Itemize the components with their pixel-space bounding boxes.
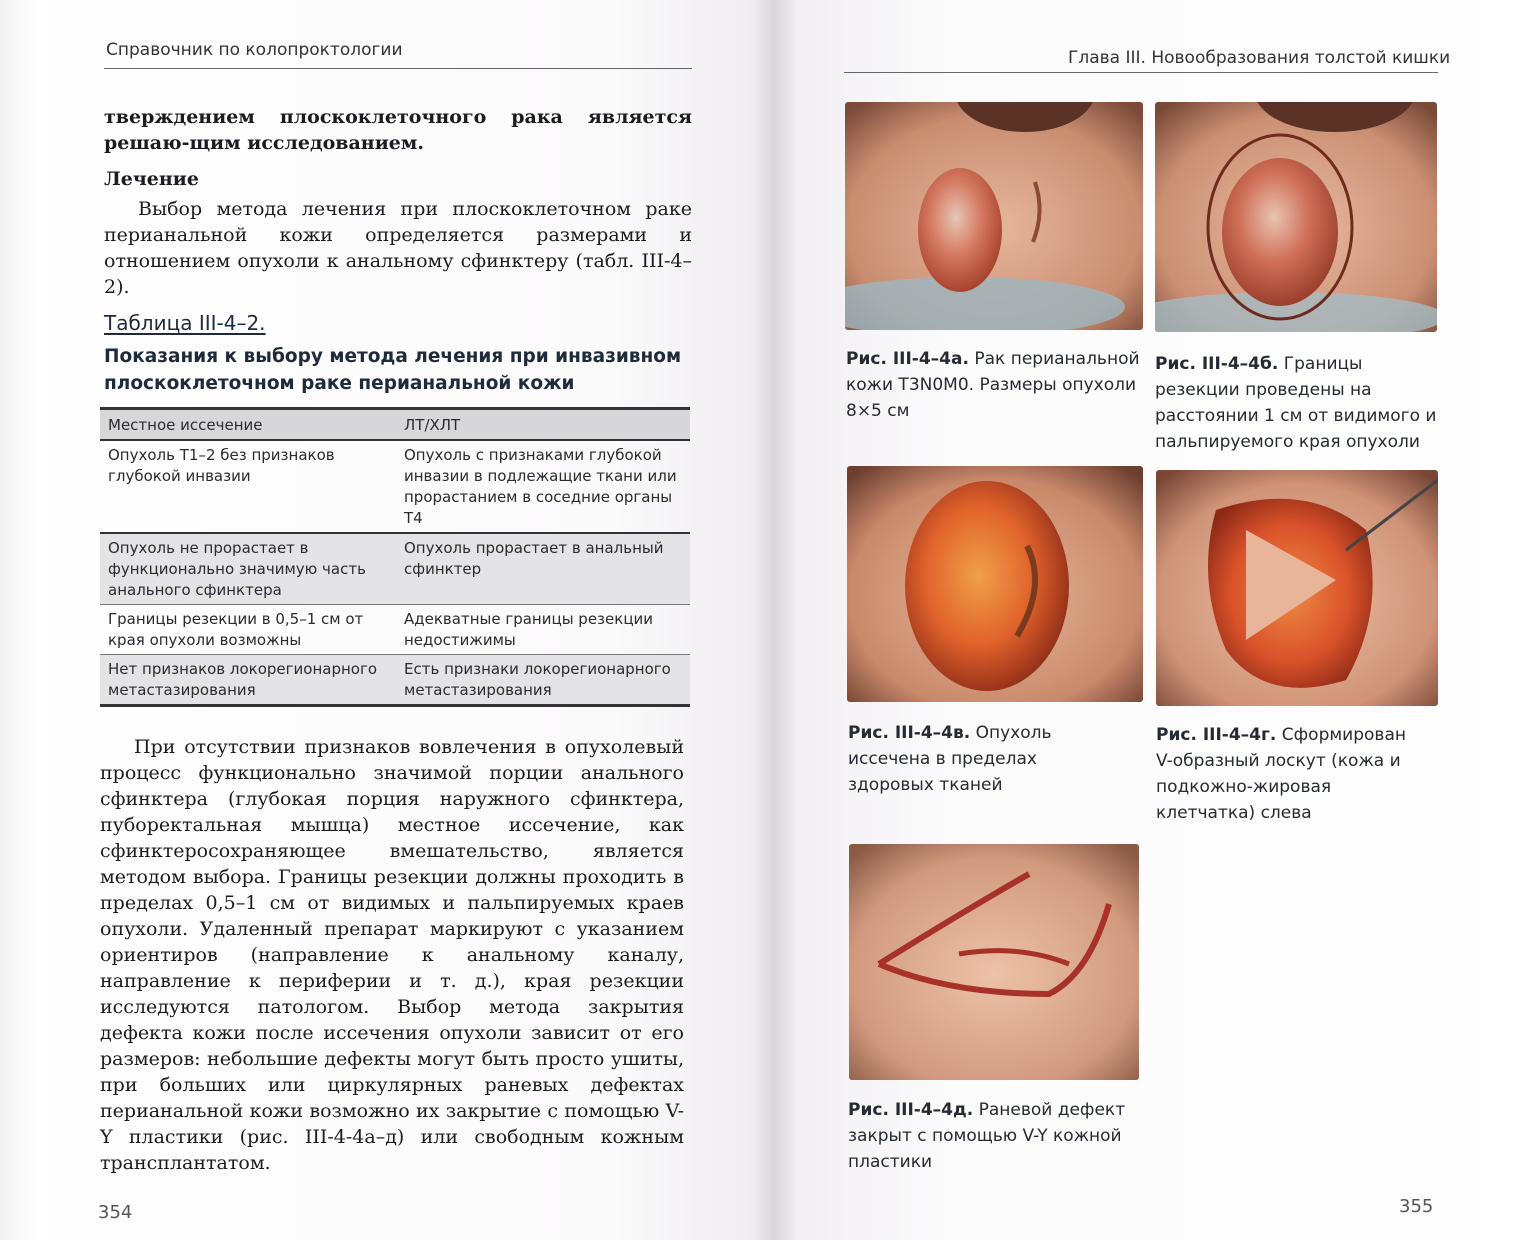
table-cell: Опухоль с признаками глубокой инвазии в подлежащие ткани или прорастанием в соседние органы Т4 (396, 440, 690, 533)
figure-a-caption (846, 346, 1141, 424)
treatment-text: Выбор метода лечения при плоскоклеточном раке перианальной кожи определяется размерами и отношением опухоли к анальному сфинктеру (табл. III-4–2). (104, 198, 692, 298)
figure-b-photo (1155, 102, 1437, 332)
figure-e-caption (848, 1097, 1143, 1175)
figure-b-label: Рис. III-4–4б. (1155, 354, 1279, 374)
table-cell: Опухоль прорастает в анальный сфинктер (396, 533, 690, 605)
table-cell: Адекватные границы резекции недостижимы (396, 605, 690, 655)
page-number-left: 354 (98, 1202, 133, 1223)
table-row (100, 655, 690, 706)
figure-c-caption (848, 720, 1128, 798)
table-number: Таблица III-4–2. (104, 311, 266, 335)
running-head-left: Справочник по колопроктологии (106, 40, 403, 60)
intro-block (104, 104, 692, 300)
intro-text: тверждением плоскоклеточного рака является решаю-щим исследованием. (104, 106, 692, 154)
figure-b-text: Границы резекции проведены на расстоянии 1 см от видимого и пальпируемого края опухоли (1155, 354, 1437, 452)
running-head-right: Глава III. Новообразования толстой кишки (1068, 48, 1451, 68)
table-cell: Есть признаки локорегионарного метастазирования (396, 655, 690, 706)
figure-c-text: Опухоль иссечена в пределах здоровых тканей (848, 723, 1052, 795)
table-row (100, 440, 690, 533)
table-cell: Опухоль не прорастает в функционально значимую часть анального сфинктера (100, 533, 396, 605)
table-row (100, 605, 690, 655)
figure-d-photo (1156, 470, 1438, 706)
main-body-text: При отсутствии признаков вовлечения в опухолевый процесс функционально значимой порции анального сфинктера (глубокая порция наружного сфинктера, пуборектальная мышца) местное иссечение, как сфинктеросохраняющее вмешательство, является методом выбора. Границы резекции должны проходить в пределах 0,5–1 см от видимых и пальпируемых краев опухоли. Удаленный препарат маркируют с указанием ориентиров (направление к анальному каналу, направление к периферии и т. д.), края резекции исследуются патологом. Выбор метода закрытия дефекта кожи после иссечения опухоли зависит от его размеров: небольшие дефекты могут быть просто ушиты, при больших или циркулярных раневых дефектах перианальной кожи возможно их закрытие с помощью V-Y пластики (рис. III-4-4а–д) или свободным кожным трансплантатом. (100, 736, 684, 1174)
figure-e-label: Рис. III-4–4д. (848, 1100, 974, 1120)
figure-d-text: Сформирован V-образный лоскут (кожа и подкожно-жировая клетчатка) слева (1156, 725, 1406, 823)
table-row (100, 533, 690, 605)
figure-a-text: Рак перианальной кожи Т3N0M0. Размеры опухоли 8×5 см (846, 349, 1140, 421)
figure-c-photo (847, 466, 1143, 702)
figure-c-label: Рис. III-4–4в. (848, 723, 971, 743)
figure-e-text: Раневой дефект закрыт с помощью V-Y кожной пластики (848, 1100, 1126, 1172)
left-page (0, 0, 760, 1240)
figure-a-label: Рис. III-4–4а. (846, 349, 969, 369)
right-page (780, 0, 1534, 1240)
indications-table (100, 407, 690, 707)
page-number-right: 355 (1399, 1196, 1434, 1217)
figure-b-caption (1155, 351, 1440, 455)
figure-e-photo (849, 844, 1139, 1080)
main-body (100, 734, 684, 1176)
figure-a-photo (845, 102, 1143, 330)
figure-d-caption (1156, 722, 1426, 826)
running-head-rule (844, 72, 1438, 73)
section-heading: Лечение (104, 168, 199, 190)
table-cell: Опухоль Т1–2 без признаков глубокой инвазии (100, 440, 396, 533)
figure-d-label: Рис. III-4–4г. (1156, 725, 1277, 745)
table-title: Показания к выбору метода лечения при инвазивном плоскоклеточном раке перианальной кожи (104, 346, 682, 394)
table-header-rt-crt: ЛТ/ХЛТ (396, 409, 690, 441)
running-head-rule (104, 68, 692, 69)
table-cell: Границы резекции в 0,5–1 см от края опухоли возможны (100, 605, 396, 655)
table-header-local-excision: Местное иссечение (100, 409, 396, 441)
table-cell: Нет признаков локорегионарного метастазирования (100, 655, 396, 706)
table-caption (104, 311, 694, 397)
